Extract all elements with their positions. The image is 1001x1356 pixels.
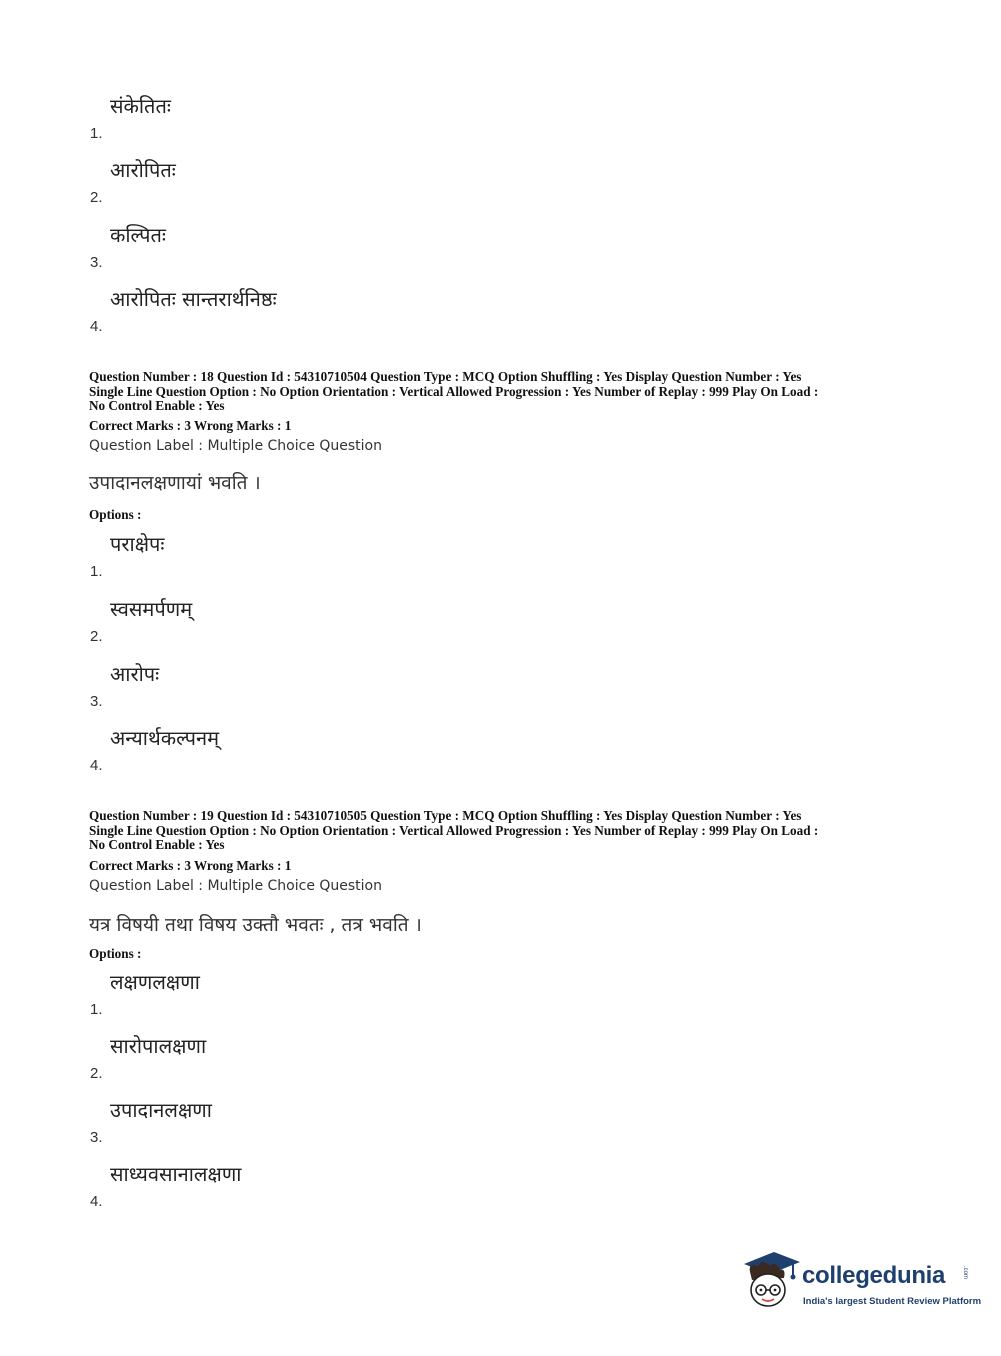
option-number: 4. [90,1193,103,1210]
q18-option-3 [88,660,688,710]
q18-label: Question Label : Multiple Choice Question [89,438,382,454]
q19-meta-line: Question Number : 19 Question Id : 54310710505 Question Type : MCQ Option Shuffling : Yes Display Question Number : Yes [89,808,802,823]
option-number: 4. [90,318,103,335]
option-number: 3. [90,1129,103,1146]
q19-option-1 [88,968,688,1018]
option-text: कल्पितः [110,223,166,247]
q18-meta-line: No Control Enable : Yes [89,398,225,414]
option-text: पराक्षेपः [110,532,165,556]
option-number: 1. [90,125,103,142]
option-number: 4. [90,757,103,774]
option-text: अन्यार्थकल्पनम् [110,726,220,750]
mascot-icon [740,1248,802,1318]
brand-suffix: .com [962,1266,968,1280]
option-text: आरोपितः सान्तरार्थनिष्ठः [110,287,277,311]
option-text: साध्यवसानालक्षणा [110,1162,242,1186]
option-text: लक्षणलक्षणा [110,970,200,994]
option-text: स्वसमर्पणम् [110,597,193,621]
q19-question-text: यत्र विषयी तथा विषय उक्तौ भवतः , तत्र भवति । [89,914,422,936]
q18-metadata [89,370,919,414]
q19-option-4 [88,1160,688,1210]
q19-marks: Correct Marks : 3 Wrong Marks : 1 [89,858,292,873]
q18-options-heading: Options : [89,507,142,522]
q19-label: Question Label : Multiple Choice Question [89,878,382,894]
q19-option-2 [88,1032,688,1082]
option-number: 2. [90,1065,103,1082]
prev-option-2 [88,156,688,206]
option-text: सारोपालक्षणा [110,1034,207,1058]
q19-metadata [89,809,919,853]
q18-option-1 [88,530,688,580]
q19-option-3 [88,1096,688,1146]
option-text: संकेतितः [110,94,171,118]
option-number: 1. [90,1001,103,1018]
option-text: उपादानलक्षणा [110,1098,212,1122]
option-number: 3. [90,693,103,710]
q19-meta-line: Single Line Question Option : No Option Orientation : Vertical Allowed Progression : Yes Number of Replay : 999 Play On Load : [89,822,819,838]
q19-meta-line: No Control Enable : Yes [89,837,225,853]
option-number: 1. [90,563,103,580]
brand-name: collegedunia [802,1262,946,1289]
q18-meta-line: Question Number : 18 Question Id : 54310710504 Question Type : MCQ Option Shuffling : Yes Display Question Number : Yes [89,369,802,384]
prev-option-4 [88,285,688,335]
brand-tagline: India's largest Student Review Platform [803,1296,982,1307]
option-number: 2. [90,628,103,645]
q18-meta-line: Single Line Question Option : No Option Orientation : Vertical Allowed Progression : Yes Number of Replay : 999 Play On Load : [89,383,819,399]
option-text: आरोपितः [110,158,176,182]
option-number: 2. [90,189,103,206]
q18-marks: Correct Marks : 3 Wrong Marks : 1 [89,418,292,433]
q18-question-text: उपादानलक्षणायां भवति । [89,472,261,494]
prev-option-3 [88,221,688,271]
q18-option-2 [88,595,688,645]
option-number: 3. [90,254,103,271]
collegedunia-logo[interactable] [740,1248,982,1318]
q18-option-4 [88,724,688,774]
prev-option-1 [88,92,688,142]
q19-options-heading: Options : [89,946,142,961]
option-text: आरोपः [110,662,160,686]
